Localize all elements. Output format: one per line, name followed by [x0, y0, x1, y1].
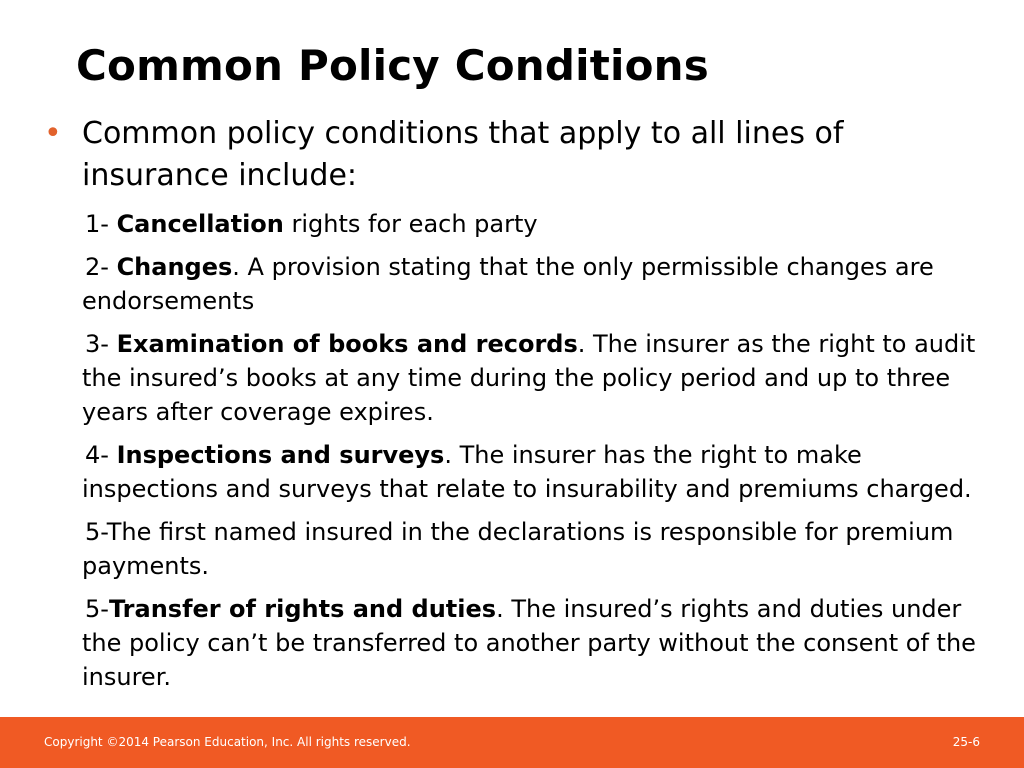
condition-heading: Cancellation	[116, 210, 284, 238]
condition-number: 2-	[85, 253, 117, 281]
footer-bar	[0, 717, 1024, 768]
condition-number: 5-	[85, 595, 109, 623]
copyright-notice: Copyright ©2014 Pearson Education, Inc. All rights reserved.	[44, 735, 411, 749]
condition-item-4	[82, 438, 997, 506]
condition-description: . A provision stating that the only permissible changes are endorsements	[82, 253, 934, 315]
condition-description: . The insurer as the right to audit the insured’s books at any time during the policy period and up to three years after coverage expires.	[82, 330, 976, 426]
slide-number: 25-6	[952, 735, 980, 749]
condition-description: . The insured’s rights and duties under the policy can’t be transferred to another party without the consent of the insurer.	[82, 595, 976, 691]
bullet-text: Common policy conditions that apply to all lines of insurance include:	[82, 116, 844, 193]
bullet-marker: •	[44, 116, 62, 151]
condition-number: 1-	[85, 210, 117, 238]
condition-number: 3-	[85, 330, 117, 358]
condition-item-3	[82, 327, 997, 429]
condition-item-5	[82, 515, 997, 583]
condition-heading: Inspections and surveys	[116, 441, 445, 469]
slide-title: Common Policy Conditions	[76, 41, 709, 90]
condition-item-2	[82, 250, 997, 318]
conditions-list	[82, 207, 997, 703]
condition-number: 5-	[85, 518, 107, 546]
condition-item-6	[82, 592, 997, 694]
condition-number: 4-	[85, 441, 117, 469]
condition-heading: Transfer of rights and duties	[108, 595, 497, 623]
condition-item-1	[82, 207, 997, 241]
condition-description: rights for each party	[283, 210, 538, 238]
condition-heading: Examination of books and records	[116, 330, 578, 358]
condition-description: The first named insured in the declarations is responsible for premium payments.	[82, 518, 954, 580]
condition-description: . The insurer has the right to make inspections and surveys that relate to insurability and premiums charged.	[82, 441, 972, 503]
condition-heading: Changes	[116, 253, 233, 281]
